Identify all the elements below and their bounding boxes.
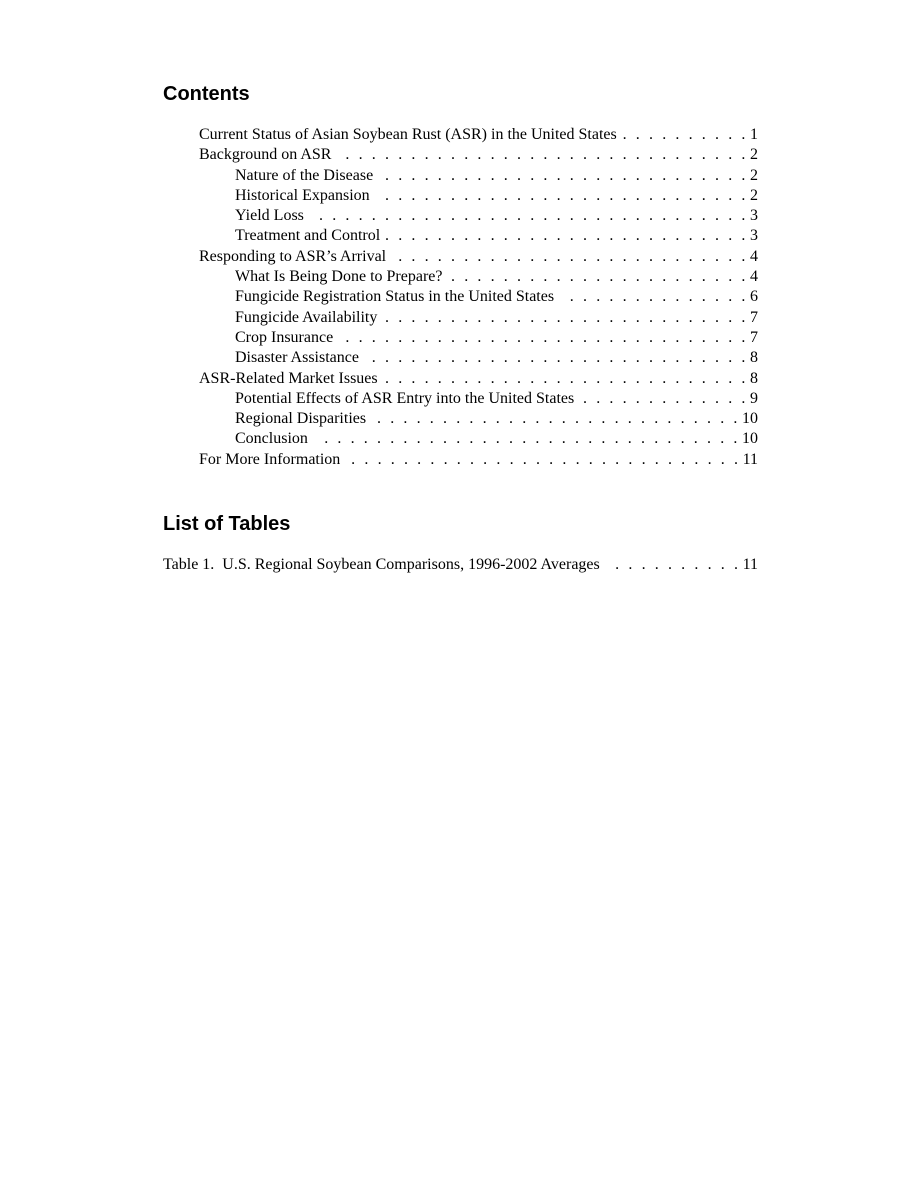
toc-entry[interactable]	[163, 125, 758, 145]
toc-entry-title: For More Information	[199, 450, 341, 468]
toc-entry-page: 8	[750, 369, 758, 387]
dot-leader	[339, 328, 748, 348]
toc-entry-page: 7	[750, 328, 758, 346]
table-entry[interactable]	[163, 555, 758, 575]
toc-entry[interactable]	[163, 409, 758, 429]
toc-entry[interactable]	[163, 166, 758, 186]
toc-entry[interactable]	[163, 186, 758, 206]
dot-leader	[314, 429, 740, 449]
dot-leader	[337, 145, 748, 165]
toc-entry-page: 8	[750, 349, 758, 367]
dot-leader	[384, 369, 748, 389]
contents-list	[163, 125, 758, 470]
toc-entry[interactable]	[163, 287, 758, 307]
contents-heading: Contents	[163, 83, 250, 105]
dot-leader	[383, 308, 748, 328]
toc-entry-title: Responding to ASR’s Arrival	[199, 247, 387, 265]
toc-entry-page: 4	[750, 247, 758, 265]
dot-leader	[392, 247, 748, 267]
toc-entry-title: Fungicide Registration Status in the United States	[235, 288, 555, 306]
toc-entry-page: 2	[750, 146, 758, 164]
toc-entry[interactable]	[163, 308, 758, 328]
toc-entry-title: ASR-Related Market Issues	[199, 369, 378, 387]
toc-entry-title: Treatment and Control	[235, 227, 381, 245]
toc-entry-title: Current Status of Asian Soybean Rust (ASR) in the United States	[199, 126, 617, 143]
dot-leader	[386, 226, 748, 246]
toc-entry[interactable]	[163, 348, 758, 368]
list-of-tables-heading: List of Tables	[163, 513, 291, 536]
dot-leader	[372, 409, 740, 429]
document-page	[163, 82, 758, 591]
toc-entry-title: Background on ASR	[199, 146, 332, 164]
toc-entry-title: Crop Insurance	[235, 328, 334, 346]
toc-entry-page: 10	[742, 430, 758, 448]
dot-leader	[560, 287, 748, 307]
toc-entry[interactable]	[163, 450, 758, 470]
toc-entry-title: Potential Effects of ASR Entry into the United States	[235, 389, 575, 407]
toc-entry-page: 1	[750, 126, 758, 143]
toc-entry-title: Yield Loss	[235, 207, 304, 225]
toc-entry-page: 3	[750, 227, 758, 245]
toc-entry-page: 6	[750, 288, 758, 306]
toc-entry-page: 3	[750, 207, 758, 225]
dot-leader	[448, 267, 748, 287]
toc-entry-title: Conclusion	[235, 430, 308, 448]
tables-list	[163, 555, 758, 575]
toc-entry[interactable]	[163, 226, 758, 246]
toc-entry[interactable]	[163, 145, 758, 165]
dot-leader	[606, 555, 741, 575]
dot-leader	[346, 450, 740, 470]
toc-entry[interactable]	[163, 429, 758, 449]
toc-entry-page: 9	[750, 389, 758, 407]
toc-entry-title: Nature of the Disease	[235, 166, 374, 184]
toc-entry-title: What Is Being Done to Prepare?	[235, 268, 443, 286]
toc-entry-title: Regional Disparities	[235, 410, 367, 428]
table-entry-page: 11	[742, 556, 758, 574]
toc-entry-title: Disaster Assistance	[235, 349, 359, 367]
toc-entry[interactable]	[163, 206, 758, 226]
toc-entry-page: 2	[750, 186, 758, 204]
toc-entry[interactable]	[163, 267, 758, 287]
toc-entry-page: 11	[742, 450, 758, 468]
toc-entry[interactable]	[163, 328, 758, 348]
toc-entry[interactable]	[163, 247, 758, 267]
toc-entry-title: Fungicide Availability	[235, 308, 378, 326]
dot-leader	[310, 206, 748, 226]
toc-entry-page: 4	[750, 268, 758, 286]
toc-entry-page: 7	[750, 308, 758, 326]
dot-leader	[365, 348, 748, 368]
dot-leader	[580, 389, 748, 409]
toc-entry-page: 2	[750, 166, 758, 184]
dot-leader	[379, 166, 748, 186]
toc-entry[interactable]	[163, 369, 758, 389]
dot-leader	[623, 125, 748, 145]
toc-entry[interactable]	[163, 389, 758, 409]
dot-leader	[376, 186, 748, 206]
toc-entry-title: Historical Expansion	[235, 186, 370, 204]
toc-entry-page: 10	[742, 410, 758, 428]
table-entry-title: Table 1. U.S. Regional Soybean Comparisons, 1996-2002 Averages	[163, 556, 600, 574]
